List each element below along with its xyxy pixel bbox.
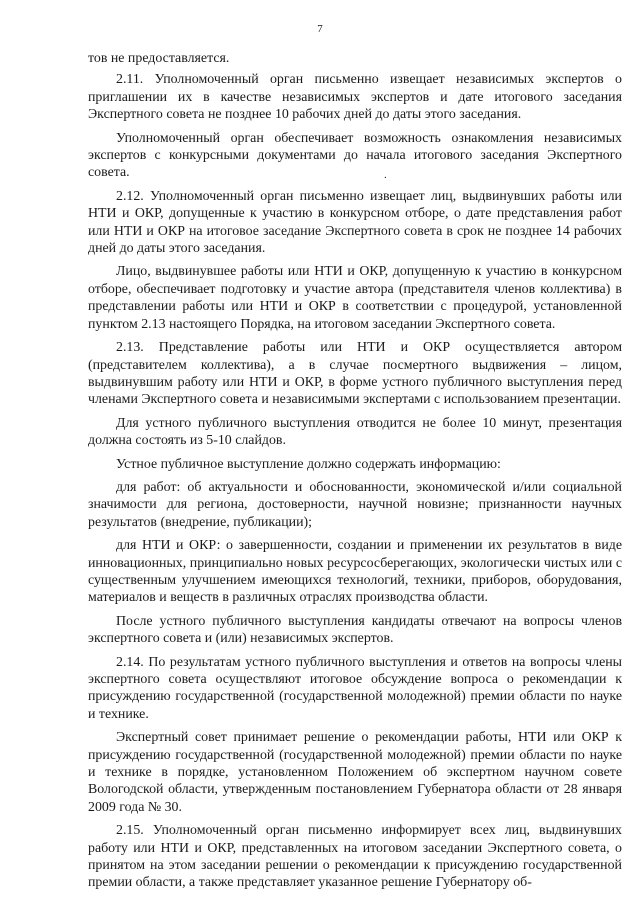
paragraph-2-15: 2.15. Уполномоченный орган письменно информирует всех лиц, выдвинувших работу или НТИ и ОКР, представленных на итоговом заседании Экспертного совета, о принятом на этом заседании решении о рекомендации к присуждению государственной премии области, а также представляет указанное решение Губернатору об- <box>88 823 622 891</box>
paragraph-nominator-duty: Лицо, выдвинувшее работы или НТИ и ОКР, допущенную к участию в конкурсном отборе, обеспечивает подготовку и участие автора (представителя членов коллектива) в представлении работы или НТИ и ОКР в соответствии с процедурой, установленной пунктом 2.13 настоящего Порядка, на итоговом заседании Экспертного совета. <box>88 264 622 332</box>
page-number: 7 <box>317 23 323 35</box>
paragraph-council-decision: Экспертный совет принимает решение о рекомендации работы, НТИ или ОКР к присуждению государственной (государственной молодежной) премии области по науке и технике в порядке, установленном Положением об экспертном научном совете Вологодской области, утвержденным постановлением Губернатора области от 28 января 2009 года № 30. <box>88 730 622 815</box>
paragraph-questions: После устного публичного выступления кандидаты отвечают на вопросы членов экспертного совета и (или) независимых экспертов. <box>88 613 622 647</box>
paragraph-2-12: 2.12. Уполномоченный орган письменно извещает лиц, выдвинувших работы или НТИ и ОКР, допущенные к участию в конкурсном отборе, о дате представления работ или НТИ и ОКР на итоговое заседание Экспертного совета в срок не позднее 14 рабочих дней до даты этого заседания. <box>88 188 622 257</box>
paragraph-2-14: 2.14. По результатам устного публичного выступления и ответов на вопросы члены экспертного совета осуществляют итоговое обсуждение вопроса о рекомендации к присуждению государственной (государственной молодежной) премии области по науке и технике. <box>88 654 622 722</box>
paragraph-2-13: 2.13. Представление работы или НТИ и ОКР осуществляется автором (представителем коллектива), а в случае посмертного выдвижения – лицом, выдвинувшим работу или НТИ и ОКР, в форме устного публичного выступления перед членами Экспертного совета и независимыми экспертами с использованием презентации. <box>88 340 622 408</box>
paragraph-speech-content: Устное публичное выступление должно содержать информацию: <box>116 456 501 472</box>
paragraph-for-works: для работ: об актуальности и обоснованности, экономической и/или социальной значимости для региона, достоверности, научной новизне; признанности научных результатов (внедрение, публикации); <box>88 479 622 530</box>
paragraph-presentation-limits: Для устного публичного выступления отводится не более 10 минут, презентация должна состоять из 5-10 слайдов. <box>88 415 622 449</box>
paragraph-expert-familiarization: Уполномоченный орган обеспечивает возможность ознакомления независимых экспертов с конкурсными документами до начала итогового заседания Экспертного совета. <box>88 130 622 181</box>
paragraph-for-nti-okr: для НТИ и ОКР: о завершенности, создании и применении их результатов в виде инновационных, принципиально новых ресурсосберегающих, экологически чистых или с существенным улучшением имеющихся технологий, техники, приборов, оборудования, материалов и веществ в различных отраслях производства области. <box>88 538 622 606</box>
document-body <box>88 50 622 898</box>
paragraph-2-11: 2.11. Уполномоченный орган письменно извещает независимых экспертов о приглашении их в качестве независимых экспертов и дате итогового заседания Экспертного совета не позднее 10 рабочих дней до даты этого заседания. <box>88 72 622 123</box>
stray-mark: . <box>384 169 387 181</box>
paragraph-continuation: тов не предоставляется. <box>88 51 230 66</box>
